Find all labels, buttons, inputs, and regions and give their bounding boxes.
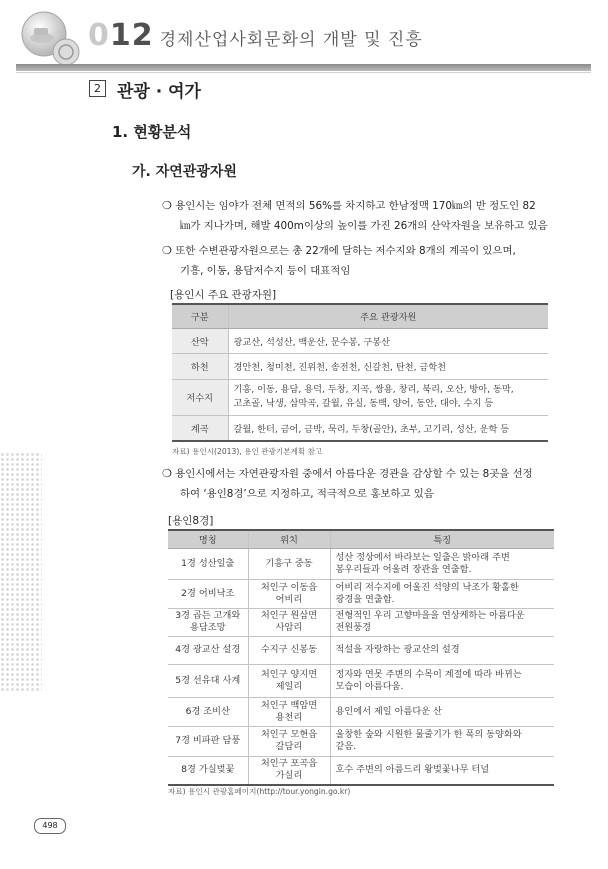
bullet-paragraph — [162, 464, 533, 484]
table-row — [172, 353, 548, 379]
view-feature-cell: 전형적인 우리 고향마을을 연상케하는 아름다운 전원풍경 — [330, 608, 554, 636]
view-name-cell: 6경 조비산 — [168, 697, 248, 726]
bullet-circle-icon: ❍ — [162, 199, 172, 212]
table-header-cell: 위치 — [248, 530, 330, 548]
view-location-cell: 처인구 양지면 제일리 — [248, 664, 330, 697]
table-category-cell: 하천 — [172, 353, 228, 379]
table-row — [168, 608, 554, 636]
table-header-row — [168, 530, 554, 548]
chapter-number: 012 — [88, 18, 154, 53]
decorative-dot-pattern — [0, 452, 42, 692]
view-feature-cell: 적설을 자랑하는 광교산의 설경 — [330, 636, 554, 664]
chapter-title: 경제산업사회문화의 개발 및 진흥 — [159, 30, 423, 50]
table-row — [168, 579, 554, 608]
chapter-heading — [88, 18, 588, 62]
table-cell: 광교산, 석성산, 백운산, 문수봉, 구봉산 — [228, 328, 548, 353]
bullet-circle-icon: ❍ — [162, 467, 172, 480]
table-caption: [용인8경] — [168, 515, 214, 527]
yongin-8-views-table — [168, 529, 554, 786]
table-caption: [용인시 주요 관광자원] — [170, 289, 277, 301]
table-header-row — [172, 304, 548, 328]
table-row — [172, 415, 548, 441]
view-name-cell: 5경 선유대 사계 — [168, 664, 248, 697]
table-source-note: 자료) 용인시 관광홈페이지(http://tour.yongin.go.kr) — [168, 787, 351, 796]
bullet-text-continued: 하여 ‘용인8경’으로 지정하고, 적극적으로 홍보하고 있음 — [180, 488, 434, 500]
view-location-cell: 처인구 포곡읍 가실리 — [248, 756, 330, 785]
view-location-cell: 수지구 신봉동 — [248, 636, 330, 664]
view-location-cell: 처인구 원삼면 사암리 — [248, 608, 330, 636]
table-row — [172, 328, 548, 353]
table-row — [168, 697, 554, 726]
header-rule-thin — [16, 72, 591, 73]
section-title: 관광 · 여가 — [117, 82, 201, 102]
page-number: 498 — [34, 818, 66, 834]
table-row — [168, 664, 554, 697]
table-row — [168, 548, 554, 579]
table-header-cell: 주요 관광자원 — [228, 304, 548, 328]
table-cell: 기흥, 이동, 용담, 용덕, 두창, 지곡, 쌍용, 창리, 북리, 오산, 방아, 동막, 고초골, 낙생, 삼막곡, 갈월, 유실, 동백, 양어, 동안, 대야, 수지 등 — [228, 379, 548, 415]
view-name-cell: 3경 곱든 고개와 용담조망 — [168, 608, 248, 636]
table-row — [168, 756, 554, 785]
view-name-cell: 1경 성산일출 — [168, 548, 248, 579]
view-feature-cell: 성산 정상에서 바라보는 일출은 밝아래 주변 봉우리들과 어울려 장관을 연출함. — [330, 548, 554, 579]
view-name-cell: 4경 광교산 설경 — [168, 636, 248, 664]
view-feature-cell: 정자와 연못 주변의 수목이 계절에 따라 바뀌는 모습이 아름다움. — [330, 664, 554, 697]
view-location-cell: 처인구 이동읍 어비리 — [248, 579, 330, 608]
view-location-cell: 처인구 모현읍 갈담리 — [248, 726, 330, 756]
subsubsection-heading: 가. 자연관광자원 — [132, 164, 237, 180]
table-category-cell: 산악 — [172, 328, 228, 353]
table-header-cell: 명칭 — [168, 530, 248, 548]
table-row — [168, 726, 554, 756]
table-row — [168, 636, 554, 664]
bullet-paragraph — [162, 241, 516, 261]
view-feature-cell: 어비리 저수지에 어울진 석양의 낙조가 황홀한 광경을 연출함. — [330, 579, 554, 608]
view-name-cell: 8경 가실벚꽃 — [168, 756, 248, 785]
table-cell: 갈월, 한터, 금어, 금박, 묵리, 두창(골안), 초부, 고기리, 성산, 운학 등 — [228, 415, 548, 441]
view-location-cell: 처인구 백암면 용천리 — [248, 697, 330, 726]
table-source-note: 자료) 용인시(2013), 용인 관광기본계획 참고 — [172, 447, 323, 456]
bullet-text-continued: 기흥, 이동, 용담저수지 등이 대표적임 — [180, 265, 351, 277]
bullet-text-continued: ㎞가 지나가며, 해발 400m이상의 높이를 가진 26개의 산악자원을 보유하고 있음 — [180, 220, 548, 232]
view-name-cell: 7경 비파판 담풍 — [168, 726, 248, 756]
view-feature-cell: 울창한 숲와 시원한 물줄기가 한 폭의 동양화와 같음. — [330, 726, 554, 756]
subsection-heading: 1. 현황분석 — [112, 123, 192, 141]
section-number-box: 2 — [89, 80, 106, 97]
table-header-cell: 구분 — [172, 304, 228, 328]
tourism-resources-table — [172, 303, 548, 442]
table-cell: 경안천, 청미천, 진위천, 송전천, 신갈천, 탄천, 금학천 — [228, 353, 548, 379]
table-header-cell: 특징 — [330, 530, 554, 548]
bullet-text: 용인시에서는 자연관광자원 중에서 아름다운 경관을 감상할 수 있는 8곳을 선정 — [175, 468, 533, 480]
bullet-paragraph — [162, 196, 536, 216]
bullet-text: 용인시는 임야가 전체 면적의 56%를 차지하고 한남정맥 170㎞의 반 정도인 82 — [175, 200, 536, 212]
table-category-cell: 계곡 — [172, 415, 228, 441]
view-feature-cell: 호수 주변의 아름드리 왕벚꽃나무 터널 — [330, 756, 554, 785]
bullet-text: 또한 수변관광자원으로는 총 22개에 달하는 저수지와 8개의 계곡이 있으며, — [175, 245, 516, 257]
table-row — [172, 379, 548, 415]
bullet-circle-icon: ❍ — [162, 244, 172, 257]
view-location-cell: 기흥구 중동 — [248, 548, 330, 579]
header-rule — [16, 64, 591, 71]
view-feature-cell: 용인에서 제일 아름다운 산 — [330, 697, 554, 726]
view-name-cell: 2경 어비낙조 — [168, 579, 248, 608]
table-category-cell: 저수지 — [172, 379, 228, 415]
